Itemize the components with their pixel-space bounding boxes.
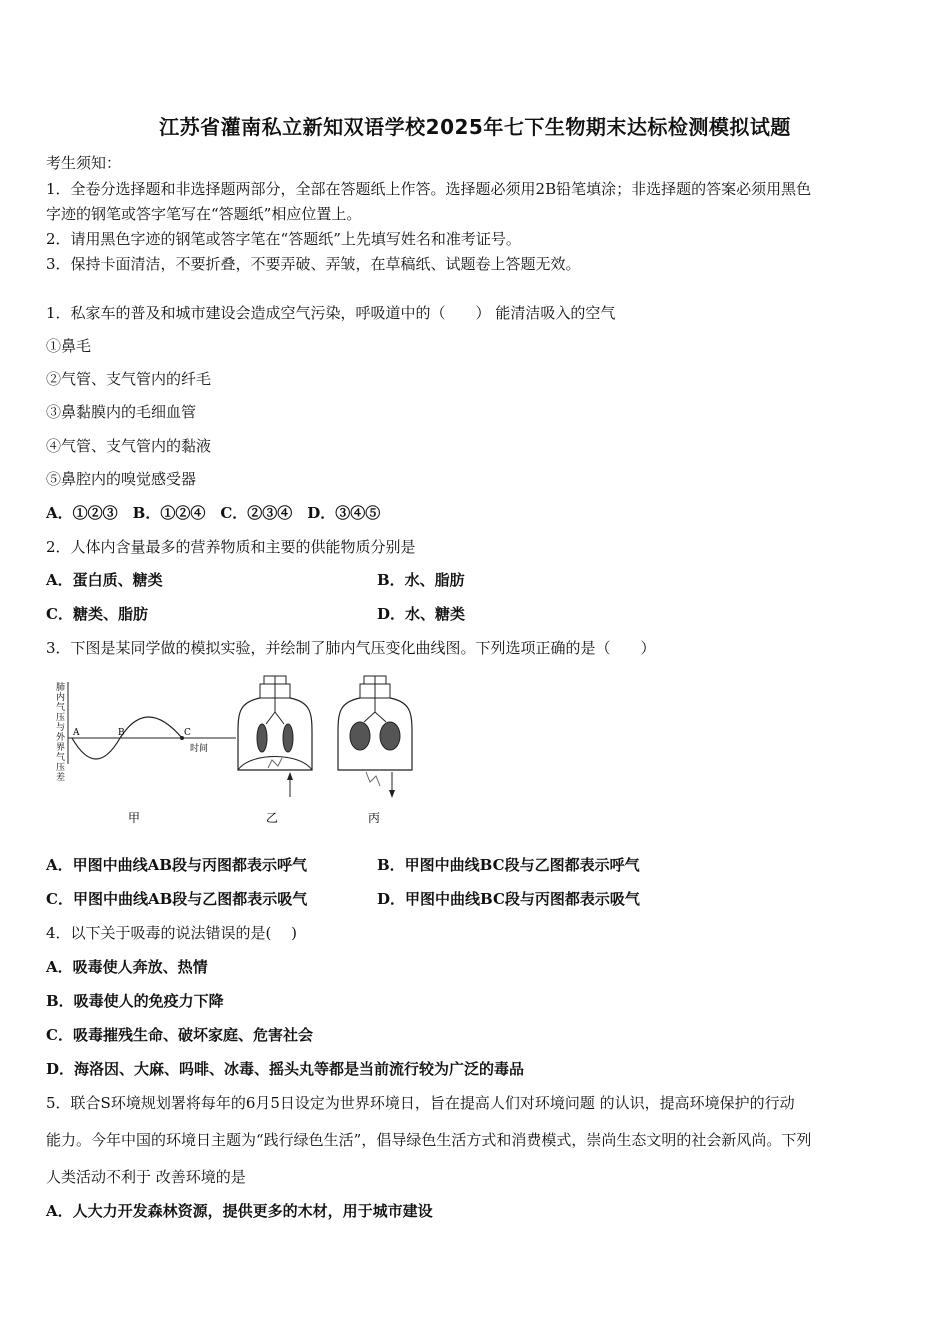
point-a: A (73, 728, 80, 738)
ylabel-char: 内 (56, 693, 66, 703)
q2-option-d: D．水、糖类 (377, 605, 466, 623)
chart-xlabel: 时间 (190, 744, 209, 754)
ylabel-char: 差 (56, 773, 66, 783)
notice-heading: 考生须知： (46, 154, 122, 172)
ylabel-char: 压 (56, 713, 66, 723)
q1-item: ⑤鼻腔内的嗅觉感受器 (46, 470, 197, 488)
q1-item: ①鼻毛 (46, 337, 92, 355)
ylabel-char: 气 (56, 703, 66, 713)
q3-option-a: A．甲图中曲线AB段与丙图都表示呼气 (46, 856, 307, 874)
pressure-chart (56, 681, 236, 825)
q2-option-b: B．水、脂肪 (377, 571, 465, 589)
ylabel-char: 外 (56, 733, 66, 743)
q2-stem: 2．人体内含量最多的营养物质和主要的供能物质分别是 (46, 538, 416, 556)
ylabel-char: 与 (56, 723, 66, 733)
notice-item: 3．保持卡面清洁，不要折叠，不要弄破、弄皱，在草稿纸、试题卷上答题无效。 (46, 255, 581, 273)
q2-option-a: A．蛋白质、糖类 (46, 571, 163, 589)
q3-stem: 3．下图是某同学做的模拟实验，并绘制了肺内气压变化曲线图。下列选项正确的是（ ） (46, 639, 656, 657)
point-b: B (118, 728, 125, 738)
q4-option-c: C．吸毒摧残生命、破坏家庭、危害社会 (46, 1026, 313, 1044)
q1-item: ②气管、支气管内的纤毛 (46, 370, 212, 388)
q4-option-a: A．吸毒使人奔放、热情 (46, 958, 208, 976)
ylabel-char: 压 (56, 763, 66, 773)
q3-option-b: B．甲图中曲线BC段与乙图都表示呼气 (377, 856, 640, 874)
notice-item: 2．请用黑色字迹的钢笔或答字笔在“答题纸”上先填写姓名和准考证号。 (46, 230, 521, 248)
ylabel-char: 界 (56, 743, 66, 753)
page-title: 江苏省灌南私立新知双语学校2025年七下生物期末达标检测模拟试题 (159, 115, 791, 139)
q2-option-c: C．糖类、脂肪 (46, 605, 148, 623)
q5-option-a: A．人大力开发森林资源，提供更多的木材，用于城市建设 (46, 1202, 433, 1220)
q4-stem: 4．以下关于吸毒的说法错误的是( ) (46, 924, 298, 942)
q5-stem-line: 能力。今年中国的环境日主题为“践行绿色生活”，倡导绿色生活方式和消费模式，崇尚生态文明的社会新风尚。下列 (46, 1131, 812, 1149)
q4-option-d: D．海洛因、大麻、吗啡、冰毒、摇头丸等都是当前流行较为广泛的毒品 (46, 1060, 525, 1078)
q3-option-c: C．甲图中曲线AB段与乙图都表示吸气 (46, 890, 308, 908)
q1-stem: 1．私家车的普及和城市建设会造成空气污染，呼吸道中的（ ） 能清洁吸入的空气 (46, 304, 616, 322)
bell-jar-bing (338, 676, 412, 825)
q4-option-b: B．吸毒使人的免疫力下降 (46, 992, 224, 1010)
q5-stem-line: 人类活动不利于 改善环境的是 (46, 1168, 246, 1186)
notice-item: 字迹的钢笔或答字笔写在“答题纸”相应位置上。 (46, 205, 362, 223)
q1-item: ④气管、支气管内的黏液 (46, 437, 212, 455)
chart-ylabel (56, 681, 66, 783)
q1-options: A．①②③ B．①②④ C．②③④ D．③④⑤ (46, 504, 381, 522)
q5-stem-line: 5．联合S环境规划署将每年的6月5日设定为世界环境日，旨在提高人们对环境问题 的认识，提高环境保护的行动 (46, 1094, 795, 1112)
notice-item: 1．全卷分选择题和非选择题两部分，全部在答题纸上作答。选择题必须用2B铅笔填涂；非选择题的答案必须用黑色 (46, 180, 812, 198)
point-c: C (184, 728, 191, 738)
bell-jar-yi (238, 676, 312, 825)
caption-yi: 乙 (266, 811, 279, 825)
ylabel-char: 气 (56, 753, 66, 763)
q3-option-d: D．甲图中曲线BC段与丙图都表示吸气 (377, 890, 640, 908)
caption-bing: 丙 (368, 811, 381, 825)
caption-jia: 甲 (128, 811, 141, 825)
q3-figure (40, 672, 440, 834)
ylabel-char: 肺 (56, 683, 66, 693)
q1-item: ③鼻黏膜内的毛细血管 (46, 403, 197, 421)
